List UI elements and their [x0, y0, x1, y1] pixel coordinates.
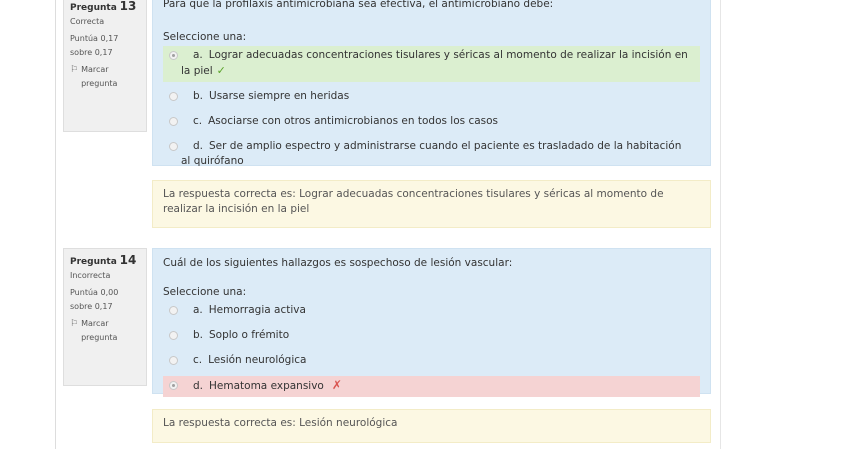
answer-letter: c.	[193, 354, 203, 366]
question-state: Incorrecta	[70, 271, 111, 280]
question-text: Cuál de los siguientes hallazgos es sospechoso de lesión vascular:	[163, 257, 513, 269]
grade-line-2: sobre 0,17	[70, 48, 113, 57]
question-label: Pregunta	[70, 257, 117, 267]
question-number-value: 13	[119, 0, 137, 13]
flag-label-line-2: pregunta	[81, 79, 118, 88]
question-label: Pregunta	[70, 3, 117, 13]
grade-line-1: Puntúa 0,00	[70, 288, 119, 297]
answer-prompt: Seleccione una:	[163, 31, 247, 43]
radio-button[interactable]	[169, 306, 178, 315]
answer-letter: b.	[193, 329, 204, 341]
radio-button[interactable]	[169, 331, 178, 340]
answer-text: Lograr adecuadas concentraciones tisulares y séricas al momento de realizar la incisión en la piel	[181, 49, 688, 77]
answer-option-a[interactable]	[163, 301, 700, 321]
question-grade	[70, 32, 140, 60]
answer-option-d[interactable]	[163, 376, 700, 397]
answer-option-a[interactable]	[163, 46, 700, 82]
flag-label-line-1: Marcar	[81, 319, 109, 328]
answer-letter: b.	[193, 90, 204, 102]
flag-question-toggle[interactable]	[70, 63, 140, 91]
radio-button[interactable]	[169, 356, 178, 365]
answer-text: Hemorragia activa	[208, 304, 306, 316]
answer-option-c[interactable]	[163, 112, 700, 132]
check-icon: ✓	[216, 64, 226, 77]
question-text: Para que la profilaxis antimicrobiana sea efectiva, el antimicrobiano debe:	[163, 0, 554, 10]
answer-text: Ser de amplio espectro y administrarse cuando el paciente es trasladado de la habitación al quirófano	[181, 140, 682, 167]
answer-text: Usarse siempre en heridas	[209, 90, 350, 102]
correct-answer-feedback: La respuesta correcta es: Lesión neurológica	[163, 417, 398, 429]
flag-label-line-2: pregunta	[81, 333, 118, 342]
question-number-value: 14	[119, 253, 137, 267]
answer-prompt: Seleccione una:	[163, 286, 247, 298]
question-info-13	[63, 0, 147, 132]
question-formulation-13	[152, 0, 711, 166]
answer-text: Soplo o frémito	[209, 329, 290, 341]
answer-option-c[interactable]	[163, 351, 700, 371]
radio-button[interactable]	[169, 142, 178, 151]
answer-letter: c.	[193, 115, 203, 127]
radio-button[interactable]	[169, 381, 178, 390]
answer-text: Hematoma expansivo	[209, 380, 324, 392]
answer-option-b[interactable]	[163, 326, 700, 346]
feedback-box-14	[152, 409, 711, 443]
question-grade	[70, 286, 140, 314]
radio-button[interactable]	[169, 51, 178, 60]
answer-text: Asociarse con otros antimicrobianos en todos los casos	[208, 115, 499, 127]
cross-icon: ✗	[331, 378, 342, 392]
answer-option-d[interactable]	[163, 137, 700, 172]
question-formulation-14	[152, 248, 711, 394]
flag-icon[interactable]: ⚐	[70, 319, 79, 329]
answer-letter: a.	[193, 49, 203, 61]
answer-letter: d.	[193, 380, 204, 392]
flag-label-line-1: Marcar	[81, 65, 109, 74]
page-border-right	[720, 0, 721, 449]
grade-line-1: Puntúa 0,17	[70, 34, 119, 43]
flag-icon[interactable]: ⚐	[70, 65, 79, 75]
answer-letter: a.	[193, 304, 203, 316]
flag-label	[81, 63, 117, 91]
grade-line-2: sobre 0,17	[70, 302, 113, 311]
question-number	[70, 0, 140, 15]
question-state: Correcta	[70, 17, 105, 26]
correct-answer-feedback: La respuesta correcta es: Lograr adecuadas concentraciones tisulares y séricas al momento de realizar la incisión en la piel	[163, 188, 664, 215]
page-border-left	[55, 0, 56, 449]
answer-option-b[interactable]	[163, 87, 700, 107]
flag-label	[81, 317, 117, 345]
answer-letter: d.	[193, 140, 204, 152]
radio-button[interactable]	[169, 92, 178, 101]
answer-list	[163, 46, 700, 172]
feedback-box-13	[152, 180, 711, 228]
radio-button[interactable]	[169, 117, 178, 126]
question-info-14	[63, 248, 147, 386]
question-number	[70, 253, 140, 269]
answer-text: Lesión neurológica	[208, 354, 307, 366]
answer-list	[163, 301, 700, 397]
flag-question-toggle[interactable]	[70, 317, 140, 345]
